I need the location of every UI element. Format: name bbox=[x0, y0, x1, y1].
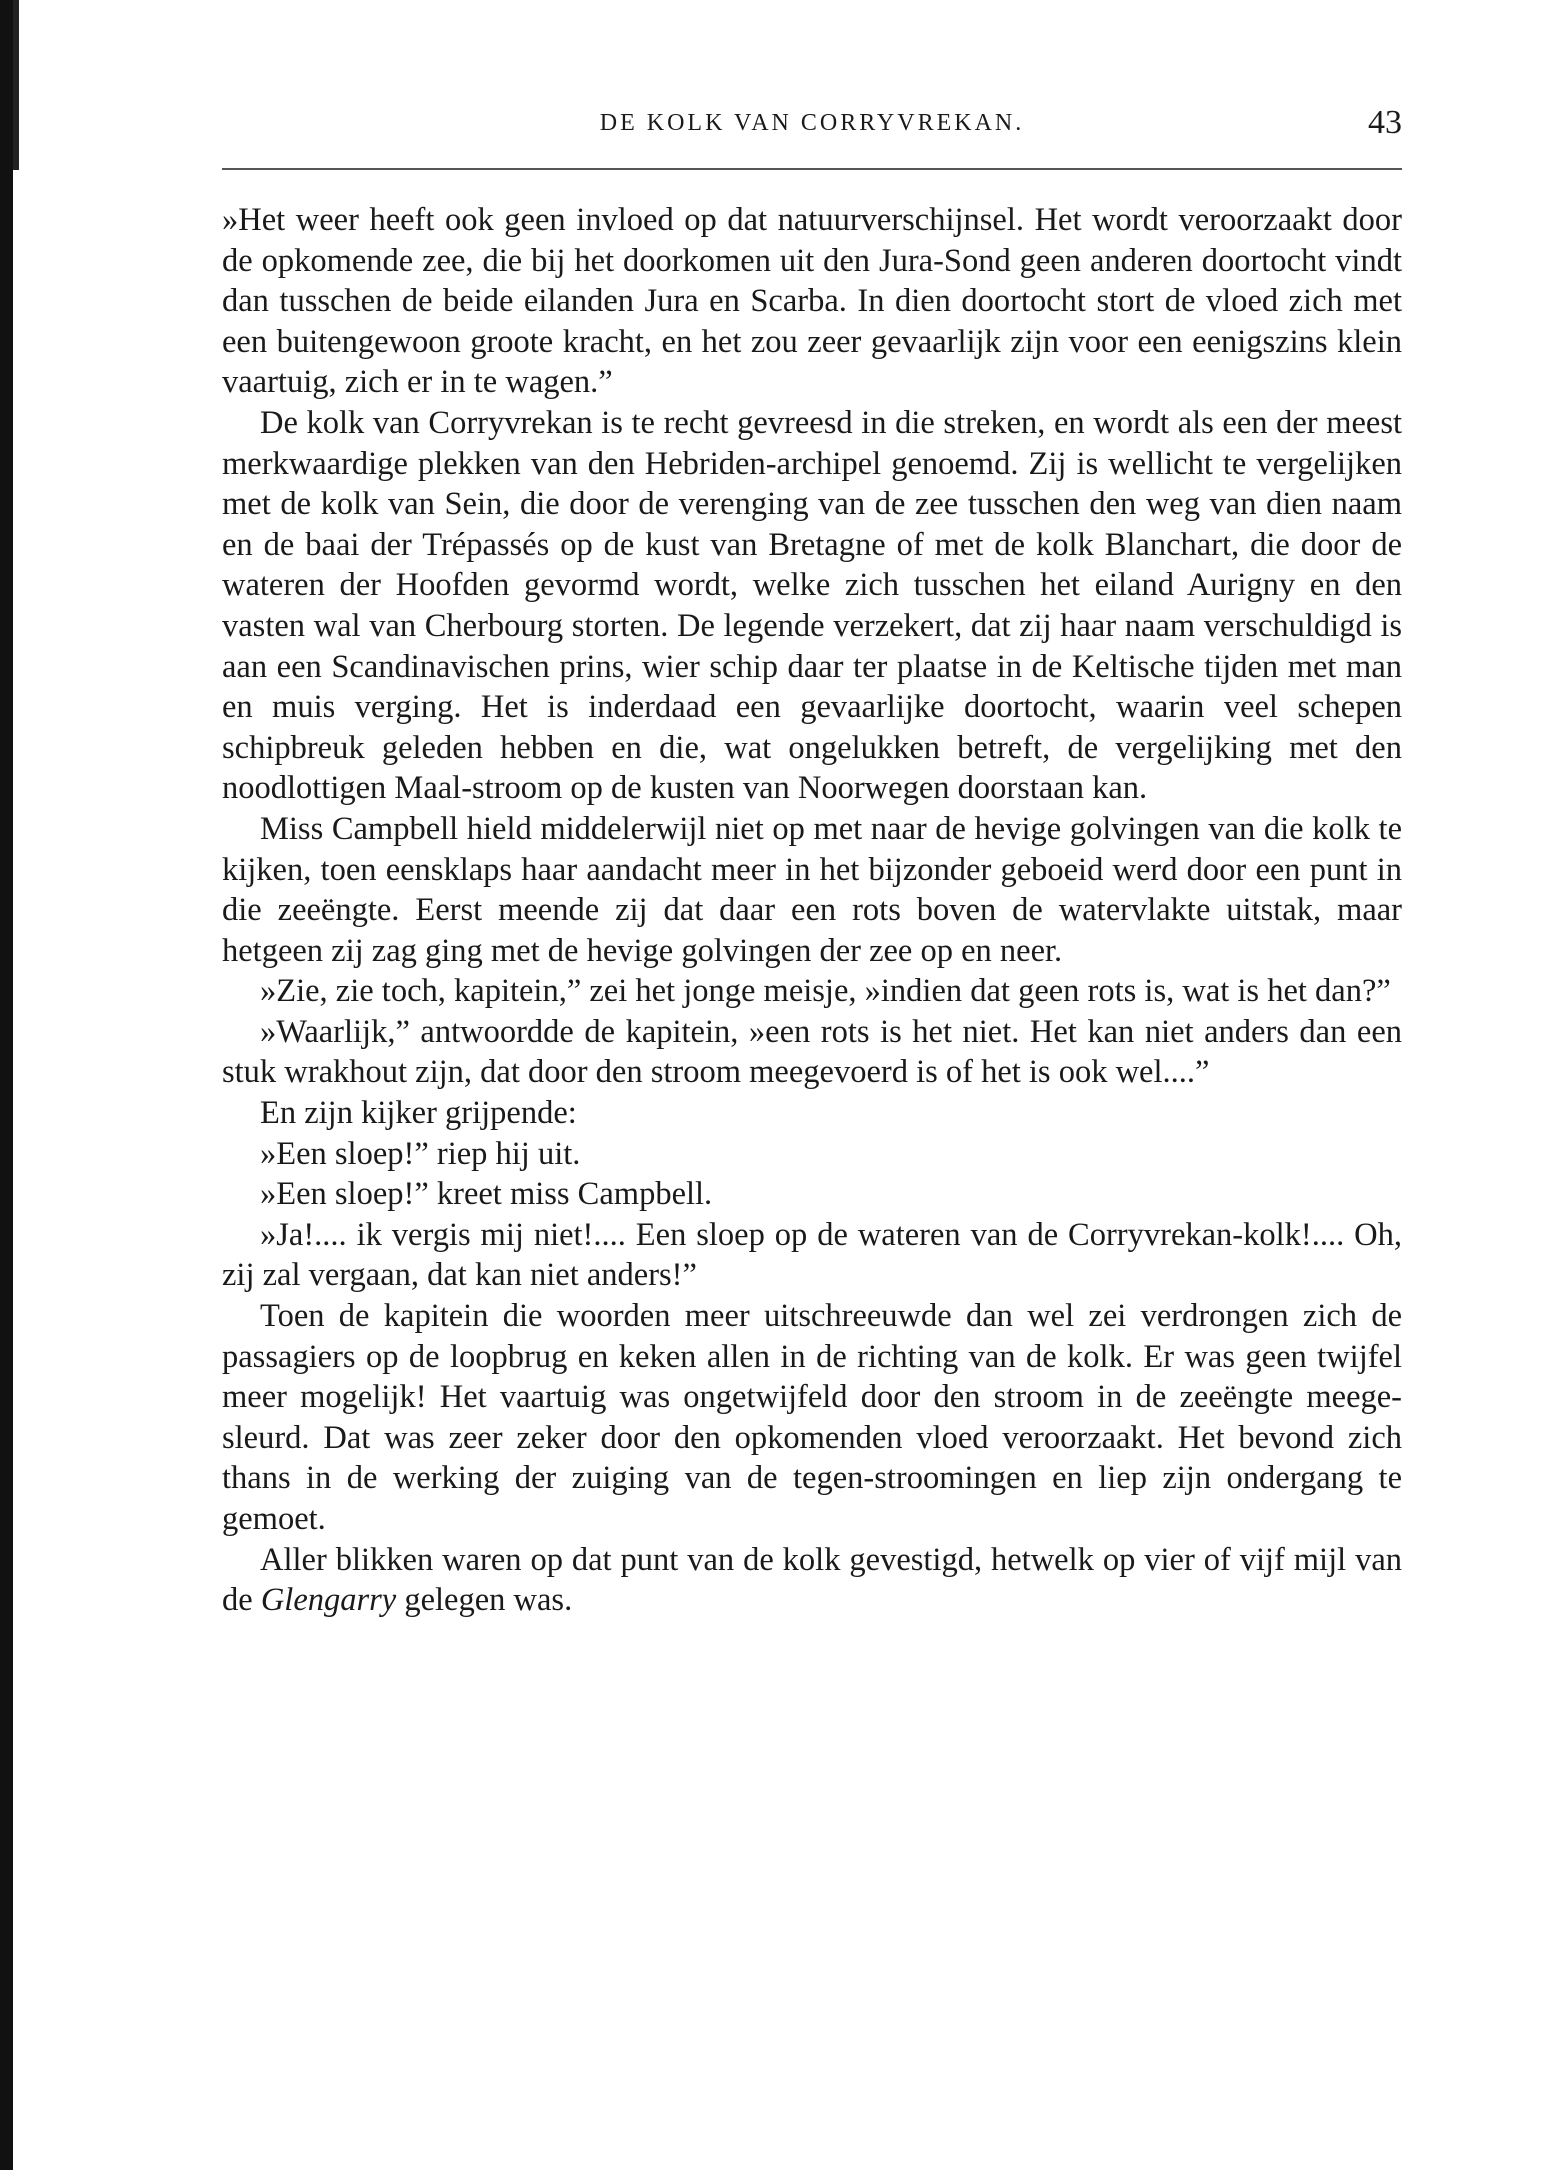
paragraph-text: Aller blikken waren op dat punt van de kolk gevestigd, hetwelk op vier of vijf mijl van de bbox=[222, 1541, 1402, 1619]
body-text bbox=[222, 200, 1402, 1621]
paragraph: »Waarlijk,” antwoordde de kapitein, »een rots is het niet. Het kan niet anders dan een stuk wrakhout zijn, dat door den stroom meegevoerd is of het is ook wel....” bbox=[222, 1013, 1402, 1091]
page-binding-edge bbox=[0, 0, 13, 2170]
page-number: 43 bbox=[1368, 104, 1402, 141]
page-header bbox=[222, 104, 1402, 156]
running-title: DE KOLK VAN CORRYVREKAN. bbox=[599, 110, 1025, 136]
paragraph: »Zie, zie toch, kapitein,” zei het jonge meisje, »indien dat geen rots is, wat is het dan?” bbox=[260, 973, 1391, 1010]
page-binding-shadow bbox=[13, 0, 19, 170]
paragraph-last bbox=[222, 1540, 1402, 1621]
paragraph: »Een sloep!” riep hij uit. bbox=[260, 1135, 581, 1172]
paragraph: Miss Campbell hield middelerwijl niet op met naar de hevige golvingen van die kolk te kijken, toen eensklaps haar aandacht meer in het bijzonder geboeid werd door een punt in die zeeëngte. Eerst meende zij dat daar een rots boven de watervlakte uitstak, maar hetgeen zij zag ging met de hevige golvingen der zee op en neer. bbox=[222, 810, 1402, 969]
paragraph: »Ja!.... ik vergis mij niet!.... Een sloep op de wateren van de Corryvrekan-kolk!.... Oh, zij zal vergaan, dat kan niet anders!” bbox=[222, 1216, 1402, 1294]
paragraph-text: gelegen was. bbox=[404, 1582, 573, 1619]
paragraph: Toen de kapitein die woorden meer uitschreeuwde dan wel zei verdrongen zich de passagiers op de loopbrug en keken allen in de richting van de kolk. Er was geen twijfel meer mogelijk! Het vaartuig was ongetwijfeld door den stroom in de zeeëngte meege-sleurd. Dat was zeer zeker door den opkomenden vloed veroorzaakt. Het bevond zich thans in de werking der zuiging van de tegen-stroomingen en liep zijn ondergang te gemoet. bbox=[222, 1298, 1402, 1537]
ship-name: Glengarry bbox=[260, 1582, 397, 1619]
paragraph: De kolk van Corryvrekan is te recht gevreesd in die streken, en wordt als een der meest merkwaardige plekken van den Hebriden-archipel genoemd. Zij is wellicht te vergelijken met de kolk van Sein, die door de verenging van de zee tusschen den weg van dien naam en de baai der Trépassés op de kust van Bretagne of met de kolk Blanchart, die door de wateren der Hoofden gevormd wordt, welke zich tusschen het eiland Aurigny en den vasten wal van Cherbourg storten. De legende verzekert, dat zij haar naam verschuldigd is aan een Scandinavischen prins, wier schip daar ter plaatse in de Keltische tijden met man en muis verging. Het is inderdaad een gevaarlijke doortocht, waarin veel schepen schipbreuk geleden hebben en die, wat ongelukken betreft, de vergelijking met den noodlottigen Maal-stroom op de kusten van Noorwegen doorstaan kan. bbox=[222, 404, 1402, 807]
paragraph: En zijn kijker grijpende: bbox=[260, 1095, 577, 1132]
paragraph: »Een sloep!” kreet miss Campbell. bbox=[260, 1176, 713, 1213]
paragraph: »Het weer heeft ook geen invloed op dat natuurverschijnsel. Het wordt veroorzaakt door de opkomende zee, die bij het doorkomen uit den Jura-Sond geen anderen doortocht vindt dan tusschen de beide eilanden Jura en Scarba. In dien doortocht stort de vloed zich met een buitengewoon groote kracht, en het zou zeer gevaarlijk zijn voor een eenigszins klein vaartuig, zich er in te wagen.” bbox=[222, 202, 1402, 401]
header-rule bbox=[222, 168, 1402, 170]
